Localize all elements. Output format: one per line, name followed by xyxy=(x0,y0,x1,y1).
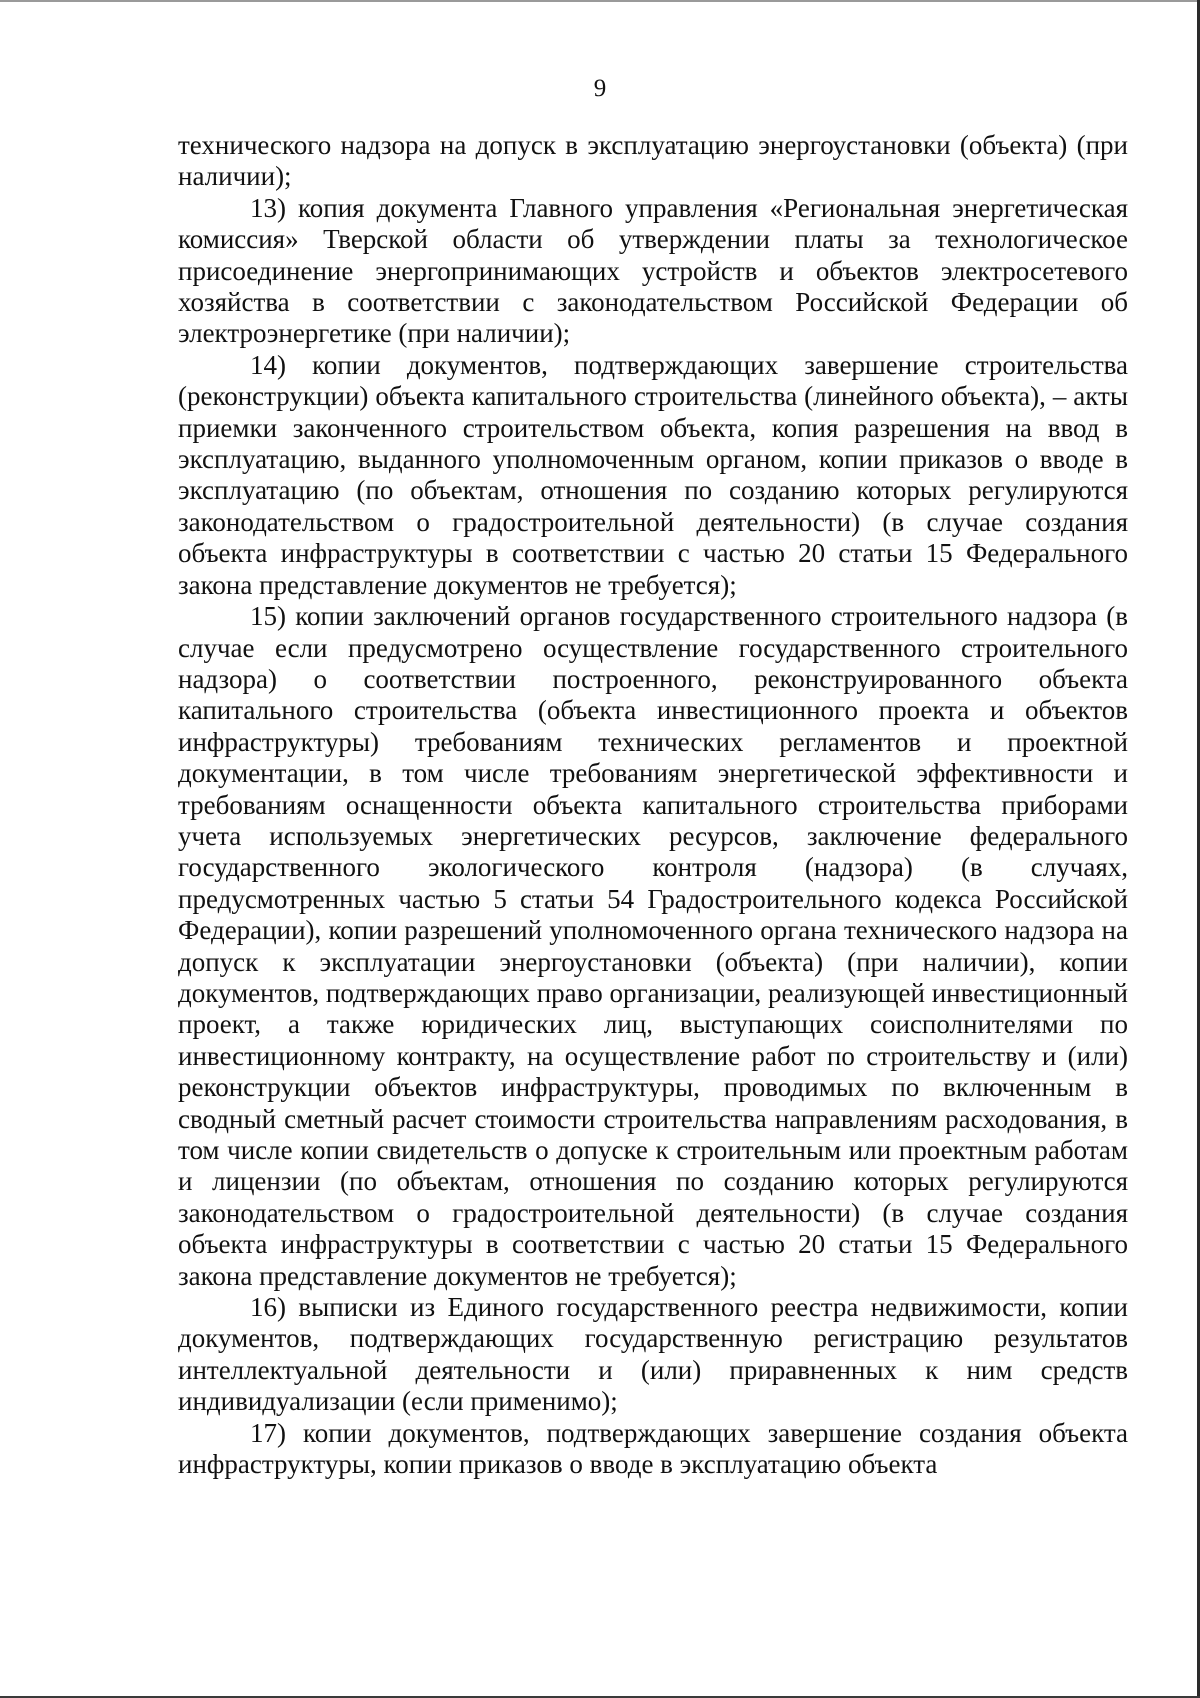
document-body xyxy=(178,130,1128,1480)
paragraph-continuation: технического надзора на допуск в эксплуатацию энергоустановки (объекта) (при наличии); xyxy=(178,130,1128,192)
paragraph-item-14: 14) копии документов, подтверждающих завершение строительства (реконструкции) объекта капитального строительства (линейного объекта), – акты приемки законченного строительством объекта, копия разрешения на ввод в эксплуатацию, выданного уполномоченным органом, копии приказов о вводе в эксплуатацию (по объектам, отношения по созданию которых регулируются законодательством о градостроительной деятельности) (в случае создания объекта инфраструктуры в соответствии с частью 20 статьи 15 Федерального закона представление документов не требуется); xyxy=(178,349,1128,600)
paragraph-item-16: 16) выписки из Единого государственного реестра недвижимости, копии документов, подтверждающих государственную регистрацию результатов интеллектуальной деятельности и (или) приравненных к ним средств индивидуализации (если применимо); xyxy=(178,1292,1128,1417)
page-number: 9 xyxy=(593,75,607,102)
paragraph-item-17: 17) копии документов, подтверждающих завершение создания объекта инфраструктуры, копии приказов о вводе в эксплуатацию объекта xyxy=(178,1417,1128,1480)
scan-edge-top xyxy=(0,0,1200,2)
paragraph-item-13: 13) копия документа Главного управления «Региональная энергетическая комиссия» Тверской области об утверждении платы за технологическое присоединение энергопринимающих устройств и объектов электросетевого хозяйства в соответствии с законодательством Российской Федерации об электроэнергетике (при наличии); xyxy=(178,192,1128,349)
paragraph-item-15: 15) копии заключений органов государственного строительного надзора (в случае если предусмотрено осуществление государственного строительного надзора) о соответствии построенного, реконструированного объекта капитального строительства (объекта инвестиционного проекта и объектов инфраструктуры) требованиям технических регламентов и проектной документации, в том числе требованиям энергетической эффективности и требованиям оснащенности объекта капитального строительства приборами учета используемых энергетических ресурсов, заключение федерального государственного экологического контроля (надзора) (в случаях, предусмотренных частью 5 статьи 54 Градостроительного кодекса Российской Федерации), копии разрешений уполномоченного органа технического надзора на допуск к эксплуатации энергоустановки (объекта) (при наличии), копии документов, подтверждающих право организации, реализующей инвестиционный проект, а также юридических лиц, выступающих соисполнителями по инвестиционному контракту, на осуществление работ по строительству и (или) реконструкции объектов инфраструктуры, проводимых по включенным в сводный сметный расчет стоимости строительства направлениям расходования, в том числе копии свидетельств о допуске к строительным или проектным работам и лицензии (по объектам, отношения по созданию которых регулируются законодательством о градостроительной деятельности) (в случае создания объекта инфраструктуры в соответствии с частью 20 статьи 15 Федерального закона представление документов не требуется); xyxy=(178,601,1128,1291)
